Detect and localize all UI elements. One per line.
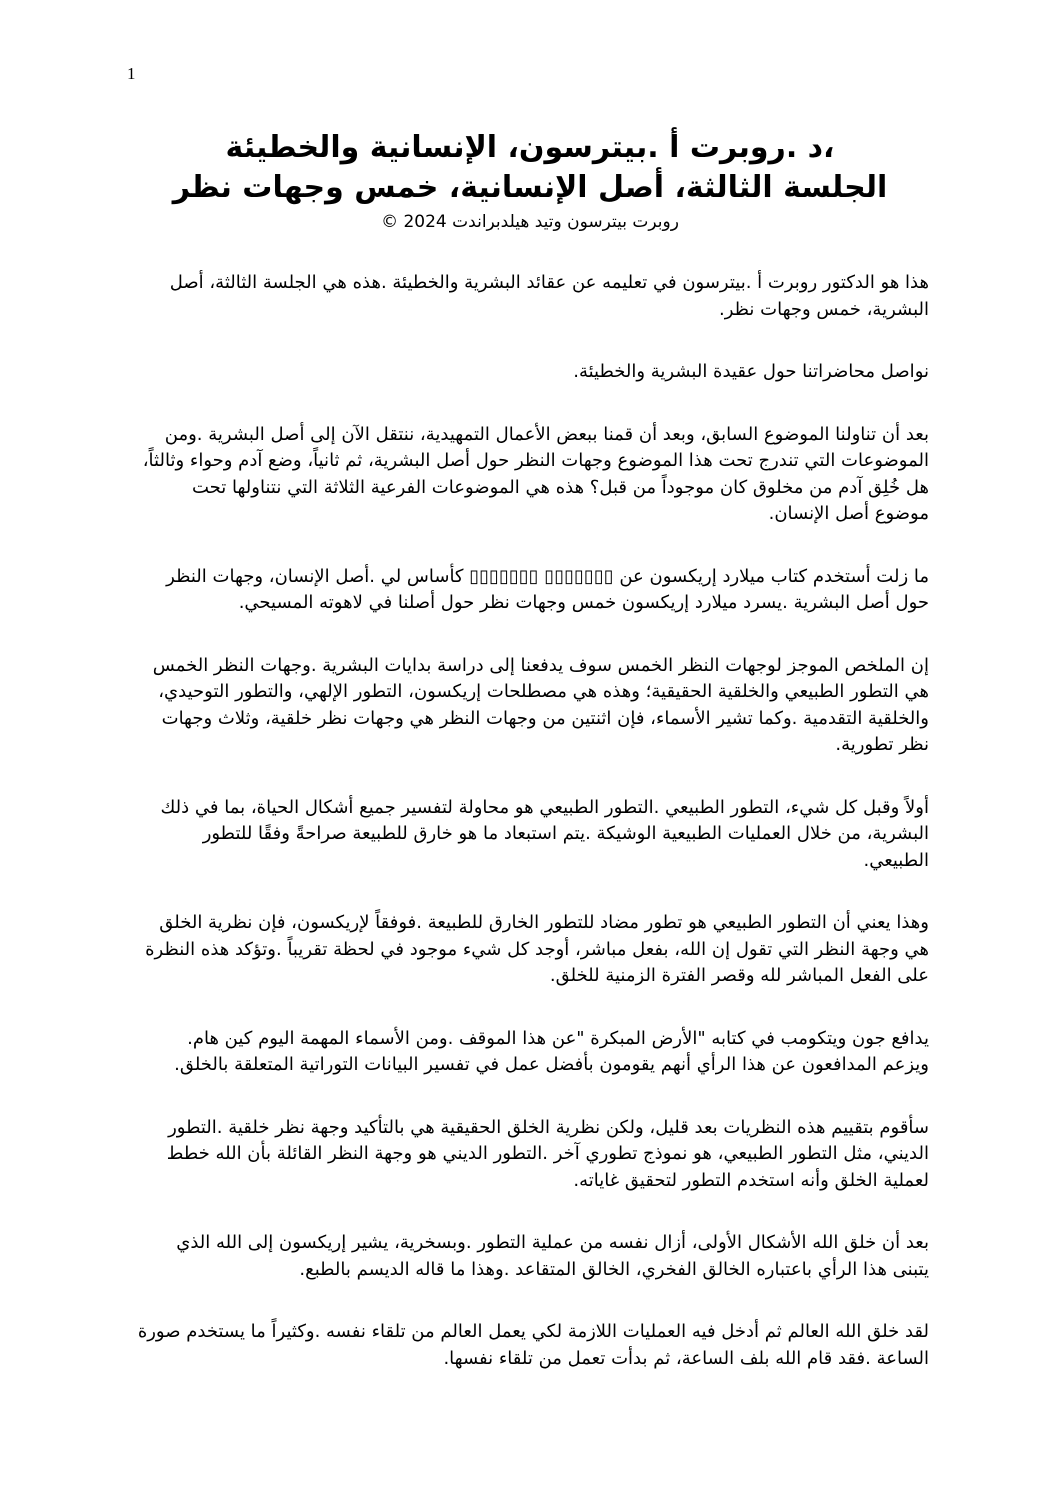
document-body: [137, 270, 929, 1408]
paragraph: أولاً وقبل كل شيء، التطور الطبيعي .التطور الطبيعي هو محاولة لتفسير جميع أشكال الحياة، بما في ذلك البشرية، من خلال العمليات الطبيعية الوشيكة .يتم استبعاد ما هو خارق للطبيعة صراحةً وفقًا للتطور الطبيعي.: [160, 796, 929, 871]
copyright-notice: روبرت بيترسون وتيد هيلدبراندت 2024 ©: [381, 212, 679, 232]
paragraph: وهذا يعني أن التطور الطبيعي هو تطور مضاد للتطور الخارق للطبيعة .فوفقاً لإريكسون، فإن نظرية الخلق هي وجهة النظر التي تقول إن الله، بفعل مباشر، أوجد كل شيء موجود في لحظة تقريباً .وتؤكد هذه النظرة على الفعل المباشر لله وقصر الفترة الزمنية للخلق.: [145, 912, 929, 986]
paragraph: هذا هو الدكتور روبرت أ .بيترسون في تعليمه عن عقائد البشرية والخطيئة .هذه هي الجلسة الثالثة، أصل البشرية، خمس وجهات نظر.: [169, 272, 929, 320]
document-header: [150, 128, 910, 234]
paragraph: سأقوم بتقييم هذه النظريات بعد قليل، ولكن نظرية الخلق الحقيقية هي بالتأكيد وجهة نظر خلقية .التطور الديني، مثل التطور الطبيعي، هو نموذج تطوري آخر .التطور الديني هو وجهة النظر القائلة بأن الله خطط لعملية الخلق وأنه استخدم التطور لتحقيق غاياته.: [166, 1116, 929, 1191]
paragraph: ما زلت أستخدم كتاب ميلارد إريكسون عن ▯▯▯▯▯▯▯ ▯▯▯▯▯▯▯ كأساس لي .أصل الإنسان، وجهات النظر حول أصل البشرية .يسرد ميلارد إريكسون خمس وجهات نظر حول أصلنا في لاهوته المسيحي.: [166, 565, 929, 613]
paragraph: نواصل محاضراتنا حول عقيدة البشرية والخطيئة.: [573, 361, 929, 382]
paragraph: لقد خلق الله العالم ثم أدخل فيه العمليات اللازمة لكي يعمل العالم من تلقاء نفسه .وكثيراً ما يستخدم صورة الساعة .فقد قام الله بلف الساعة، ثم بدأت تعمل من تلقاء نفسها.: [137, 1321, 929, 1369]
page-number: 1: [127, 64, 136, 83]
paragraph: يدافع جون ويتكومب في كتابه "الأرض المبكرة "عن هذا الموقف .ومن الأسماء المهمة اليوم كين هام. ويزعم المدافعون عن هذا الرأي أنهم يقومون بأفضل عمل في تفسير البيانات التوراتية المتعلقة بالخلق.: [174, 1027, 929, 1075]
paragraph: إن الملخص الموجز لوجهات النظر الخمس سوف يدفعنا إلى دراسة بدايات البشرية .وجهات النظر الخمس هي التطور الطبيعي والخلقية الحقيقية؛ وهذه هي مصطلحات إريكسون، التطور الإلهي، والتطور التوحيدي، والخلقية التقدمية .وكما تشير الأسماء، فإن اثنتين من وجهات النظر هي وجهات نظر خلقية، وثلاث وجهات نظر تطورية.: [152, 654, 929, 755]
document-title-line-1: ،د .روبرت أ .بيترسون، الإنسانية والخطيئة: [225, 130, 835, 165]
paragraph: بعد أن تناولنا الموضوع السابق، وبعد أن قمنا ببعض الأعمال التمهيدية، ننتقل الآن إلى أصل البشرية .ومن الموضوعات التي تندرج تحت هذا الموضوع وجهات النظر حول أصل البشرية، ثم ثانياً، وضع آدم وحواء وثالثاً، هل خُلِق آدم من مخلوق كان موجوداً من قبل؟ هذه هي الموضوعات الفرعية الثلاثة التي نتناولها تحت موضوع أصل الإنسان.: [142, 423, 929, 524]
paragraph: بعد أن خلق الله الأشكال الأولى، أزال نفسه من عملية التطور .وبسخرية، يشير إريكسون إلى الله الذي يتبنى هذا الرأي باعتباره الخالق الفخري، الخالق المتقاعد .وهذا ما قاله الديسم بالطبع.: [176, 1232, 929, 1280]
document-title-line-2: الجلسة الثالثة، أصل الإنسانية، خمس وجهات نظر: [172, 170, 888, 205]
